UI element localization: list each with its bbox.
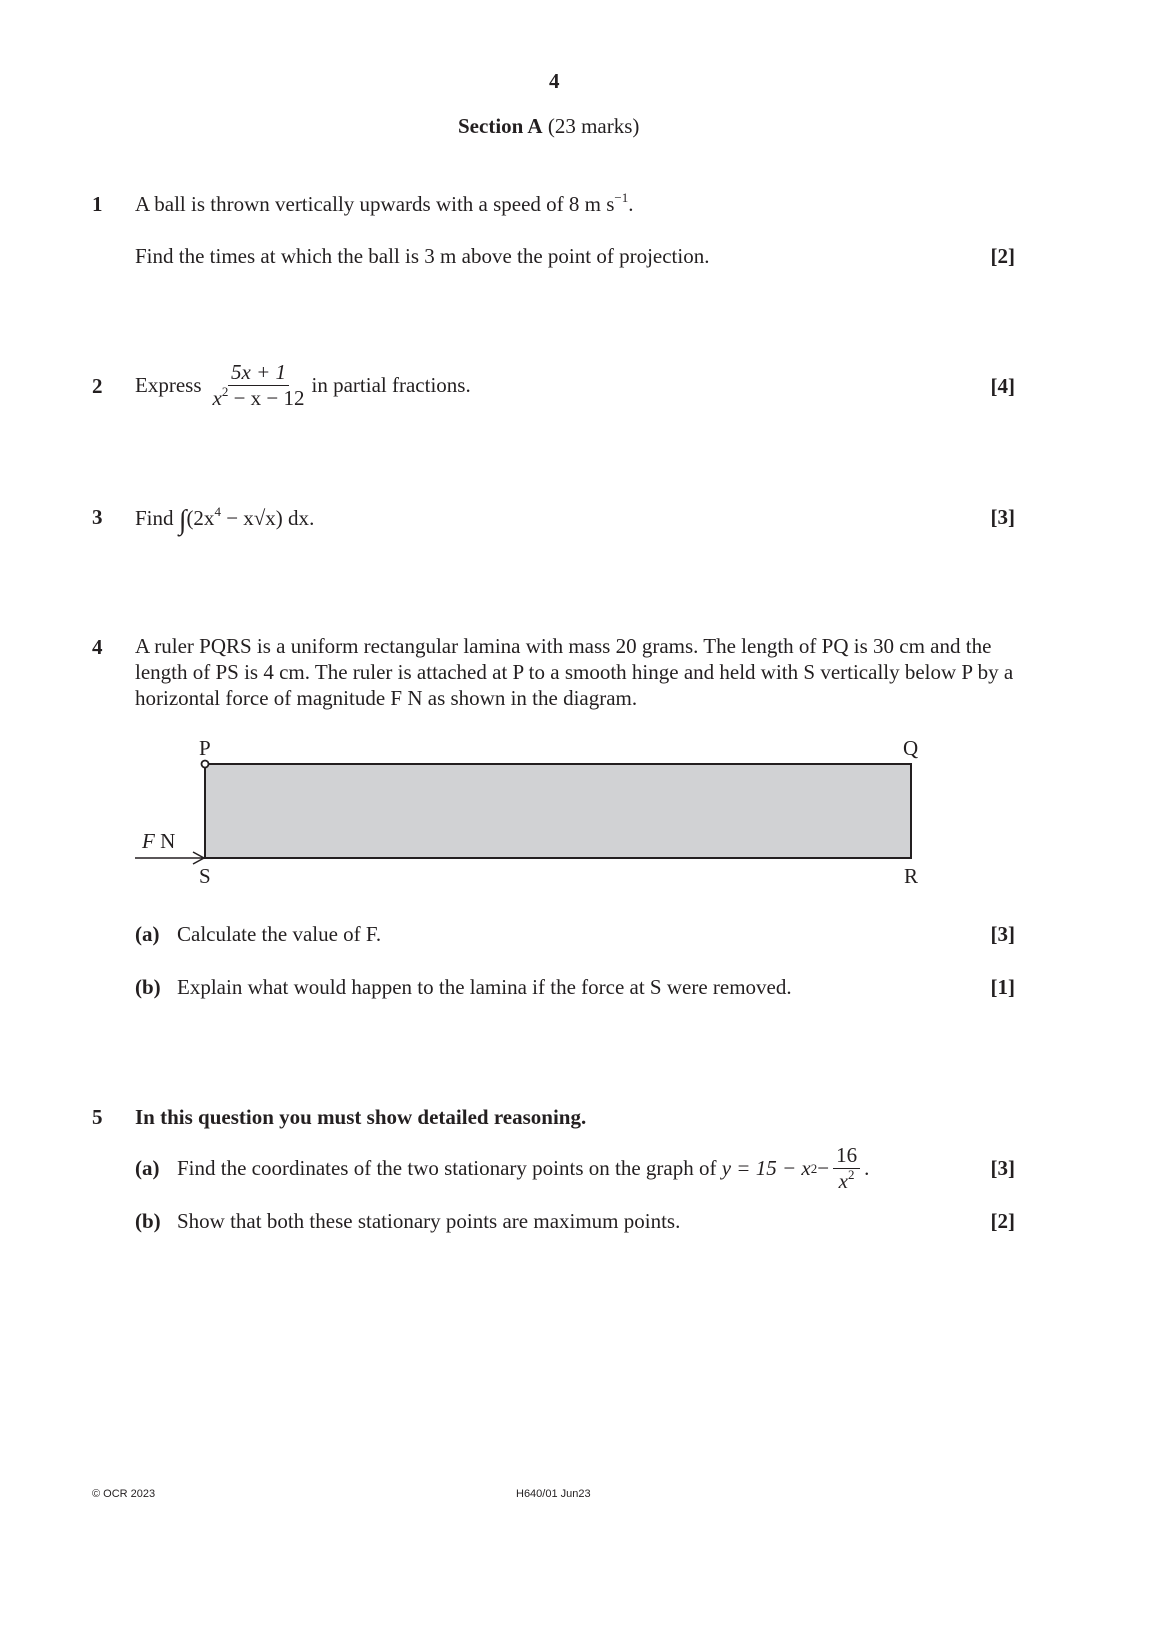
q3-expr: (2x	[186, 506, 215, 530]
numerator: 16	[833, 1145, 860, 1169]
q2-post: in partial fractions.	[311, 373, 471, 397]
fraction	[833, 1145, 860, 1192]
section-title: Section A	[458, 114, 543, 138]
fraction	[210, 362, 308, 409]
q1-period: .	[628, 192, 634, 216]
q5a-text: Find the coordinates of the two stationary points on the graph of	[177, 1156, 717, 1180]
q3-exp: 4	[214, 504, 221, 519]
marks: [2]	[990, 1209, 1015, 1233]
label-r: R	[904, 864, 919, 888]
hinge-icon	[202, 761, 209, 768]
q1-text: A ball is thrown vertically upwards with a speed of 8 m s	[135, 192, 615, 216]
question-4-text: A ruler PQRS is a uniform rectangular lamina with mass 20 grams. The length of PQ is 30 cm and the length of PS is 4 cm. The ruler is attached at P to a smooth hinge and held with S vertically below P by a horizontal force of magnitude F N as shown in the diagram.	[135, 634, 1014, 710]
part-text: Calculate the value of F.	[177, 922, 382, 946]
part-text: Show that both these stationary points are maximum points.	[177, 1209, 681, 1233]
den-rest: − x − 12	[228, 386, 305, 410]
marks: [3]	[990, 922, 1015, 946]
eq-minus: −	[817, 1156, 830, 1180]
denominator	[210, 386, 308, 409]
part-label: (b)	[135, 975, 161, 999]
footer-copyright: © OCR 2023	[92, 1488, 156, 1500]
den-var: x	[212, 386, 222, 410]
page-number: 4	[549, 69, 560, 93]
den-exp: 2	[847, 1167, 855, 1182]
q1-exponent: −1	[614, 190, 629, 205]
marks: [3]	[990, 1156, 1015, 1180]
question-number: 3	[92, 505, 103, 529]
q3-post: .	[309, 506, 315, 530]
denominator	[836, 1169, 858, 1192]
question-1-text	[135, 190, 634, 216]
force-var: F	[142, 829, 155, 853]
question-number: 4	[92, 635, 103, 659]
question-3-text	[135, 504, 315, 536]
question-number: 1	[92, 192, 103, 216]
footer-code: H640/01 Jun23	[516, 1488, 591, 1500]
numerator: 5x + 1	[228, 362, 289, 386]
label-p: P	[199, 736, 211, 760]
lamina-rectangle	[205, 764, 911, 858]
equation: y = 15 − x	[721, 1156, 811, 1180]
eq-end: .	[864, 1156, 870, 1180]
force-label	[142, 831, 175, 852]
part-text: Explain what would happen to the lamina if the force at S were removed.	[177, 975, 792, 999]
question-number: 5	[92, 1105, 103, 1129]
marks: [1]	[990, 975, 1015, 999]
force-unit: N	[160, 829, 176, 853]
question-5-heading: In this question you must show detailed reasoning.	[135, 1105, 587, 1129]
part-label: (a)	[135, 922, 160, 946]
q3-pre: Find	[135, 506, 174, 530]
lamina-diagram	[0, 730, 1158, 900]
section-heading	[458, 116, 639, 137]
q3-expr-rest: − x√x) dx	[220, 506, 310, 530]
part-text: Find the coordinates of the two stationary points on the graph of y = 15 − x 2 − $\frac{16}{x^2}$ .	[177, 1143, 870, 1193]
q2-pre: Express	[135, 373, 202, 397]
question-number: 2	[92, 374, 103, 398]
part-label: (a)	[135, 1156, 160, 1180]
part-label: (b)	[135, 1209, 161, 1233]
integral-sign: ∫	[178, 505, 187, 536]
den-var: x	[838, 1169, 848, 1193]
marks: [3]	[990, 505, 1015, 529]
section-marks: (23 marks)	[547, 114, 640, 138]
den-exp: 2	[221, 384, 229, 399]
question-2-text	[135, 362, 471, 409]
marks: [4]	[990, 374, 1015, 398]
question-1-instruction: Find the times at which the ball is 3 m above the point of projection.	[135, 244, 710, 268]
label-s: S	[199, 864, 211, 888]
marks: [2]	[990, 244, 1015, 268]
label-q: Q	[903, 736, 919, 760]
